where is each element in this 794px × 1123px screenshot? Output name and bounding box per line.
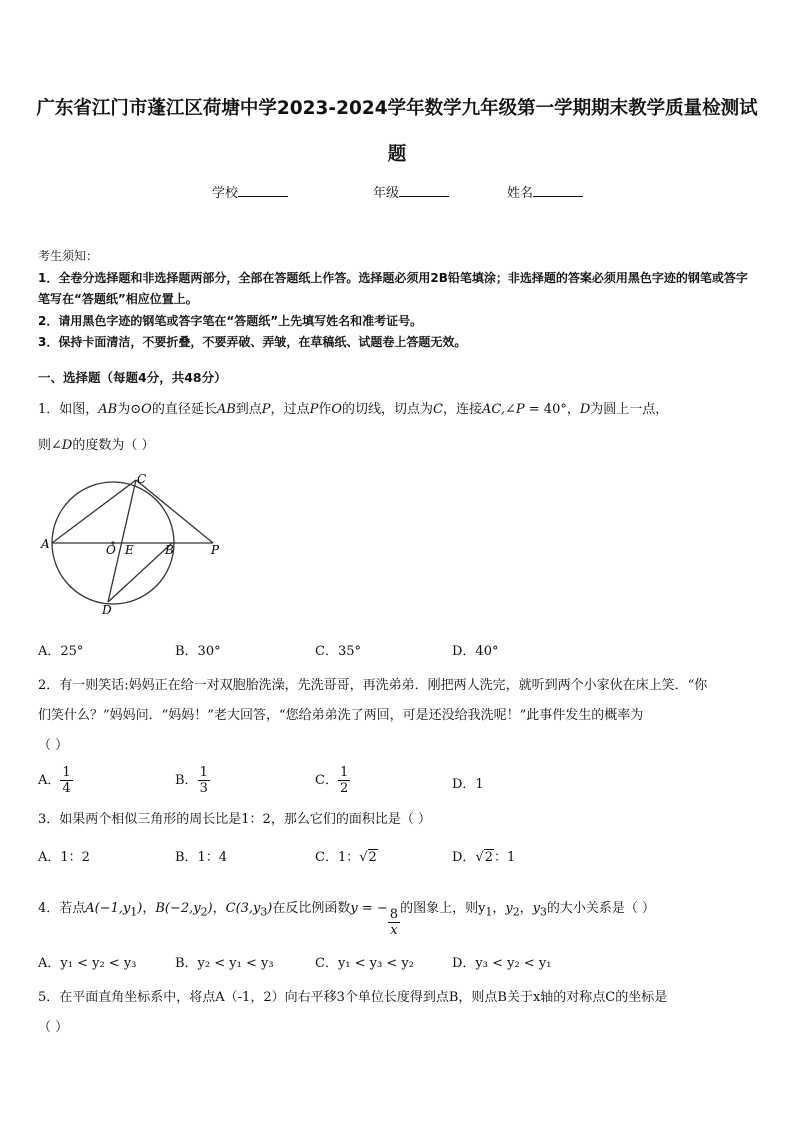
question-2-stem: 2．有一则笑话:妈妈正在给一对双胞胎洗澡，先洗哥哥，再洗弟弟．刚把两人洗完，就听到两个小家伙在床上笑．“你 [38,678,708,693]
grade-field[interactable]: 年级 [373,182,449,201]
option-d[interactable]: D．1 [452,777,484,792]
label-b: B [165,543,174,557]
option-c[interactable]: C．y₁ < y₃ < y₂ [315,956,414,971]
question-3-options [38,846,758,866]
option-a[interactable]: A．1：2 [38,850,90,865]
instructions-heading: 考生须知： [38,249,99,263]
question-3-stem: 3．如果两个相似三角形的周长比是1：2，那么它们的面积比是（ ） [38,812,431,827]
label-c: C [137,472,147,486]
option-a[interactable]: A． $\frac{1}{4}$ [38,765,71,796]
label-d: D [102,603,112,617]
question-5-stem-line2: （ ） [38,1020,69,1035]
sqrt-expression: √2 [359,850,377,865]
question-1-stem: 1．如图，AB为⊙O的直径延长AB到点P，过点P作O的切线，切点为C，连接AC,∠P = 40°，D为圆上一点， [38,402,669,417]
exam-instructions [38,246,758,354]
fraction: $\frac{1}{3}$ [199,765,208,796]
question-1-stem-line2: 则∠D的度数为（ ） [38,438,155,453]
question-2-options [38,765,758,803]
line-cp [136,480,213,543]
option-c[interactable]: C． $\frac{1}{2}$ [315,765,349,796]
question-4-stem: 4．若点$A(-1,y_1)$，$B(-2,y_2)$，$C(3,y_3)$在反比例函数y = − $\frac{8}{x}$ 的图象上，则$y_1$，$y_2$，$y_3$的大小关系是（ ） [38,901,655,938]
fraction: $\frac{1}{4}$ [62,765,71,796]
sqrt-expression: √2 [475,850,494,865]
option-d[interactable]: D．y₃ < y₂ < y₁ [452,956,552,971]
option-d[interactable]: D．40° [452,644,499,659]
label-a: A [41,537,50,551]
instruction-item: 1．全卷分选择题和非选择题两部分，全部在答题纸上作答。选择题必须用2B铅笔填涂；非选择题的答案必须用黑色字迹的钢笔或答字笔写在“答题纸”相应位置上。 [38,270,748,306]
label-e: E [125,543,134,557]
option-b[interactable]: B．y₂ < y₁ < y₃ [175,956,274,971]
label-p: P [211,543,220,557]
page-title: 广东省江门市蓬江区荷塘中学2023-2024学年数学九年级第一学期期末教学质量检测试题 [36,98,758,165]
question-1-options [38,640,758,660]
line-bd [108,543,172,602]
question-1-figure [38,470,228,620]
option-d[interactable]: D．√2：1 [452,850,516,865]
option-b[interactable]: B．30° [175,644,221,659]
option-b[interactable]: B．1：4 [175,850,228,865]
question-2-stem-line3: （ ） [38,738,69,753]
option-b[interactable]: B． $\frac{1}{3}$ [175,765,208,796]
school-field[interactable]: 学校 [212,182,288,201]
option-c[interactable]: C．35° [315,644,361,659]
question-2-stem-line2: 们笑什么？”妈妈问．“妈妈！”老大回答，“您给弟弟洗了两回，可是还没给我洗呢！”此事件发生的概率为 [38,708,644,723]
label-o: O [106,543,116,557]
option-a[interactable]: A．y₁ < y₂ < y₃ [38,956,137,971]
instruction-item: 2．请用黑色字迹的钢笔或答字笔在“答题纸”上先填写姓名和准考证号。 [38,313,423,328]
section-heading: 一、选择题（每题4分，共48分） [38,370,227,385]
question-5-stem: 5．在平面直角坐标系中，将点A（-1，2）向右平移3个单位长度得到点B，则点B关于x轴的对称点C的坐标是 [38,990,668,1005]
instruction-item: 3．保持卡面清洁，不要折叠，不要弄破、弄皱，在草稿纸、试题卷上答题无效。 [38,335,467,349]
fraction: $\frac{8}{x}$ [389,907,399,938]
fraction: $\frac{1}{2}$ [339,765,349,796]
question-4-options [38,952,758,972]
option-c[interactable]: C．1：√2 [315,850,377,865]
option-a[interactable]: A．25° [38,644,84,659]
name-field[interactable]: 姓名 [507,182,583,201]
